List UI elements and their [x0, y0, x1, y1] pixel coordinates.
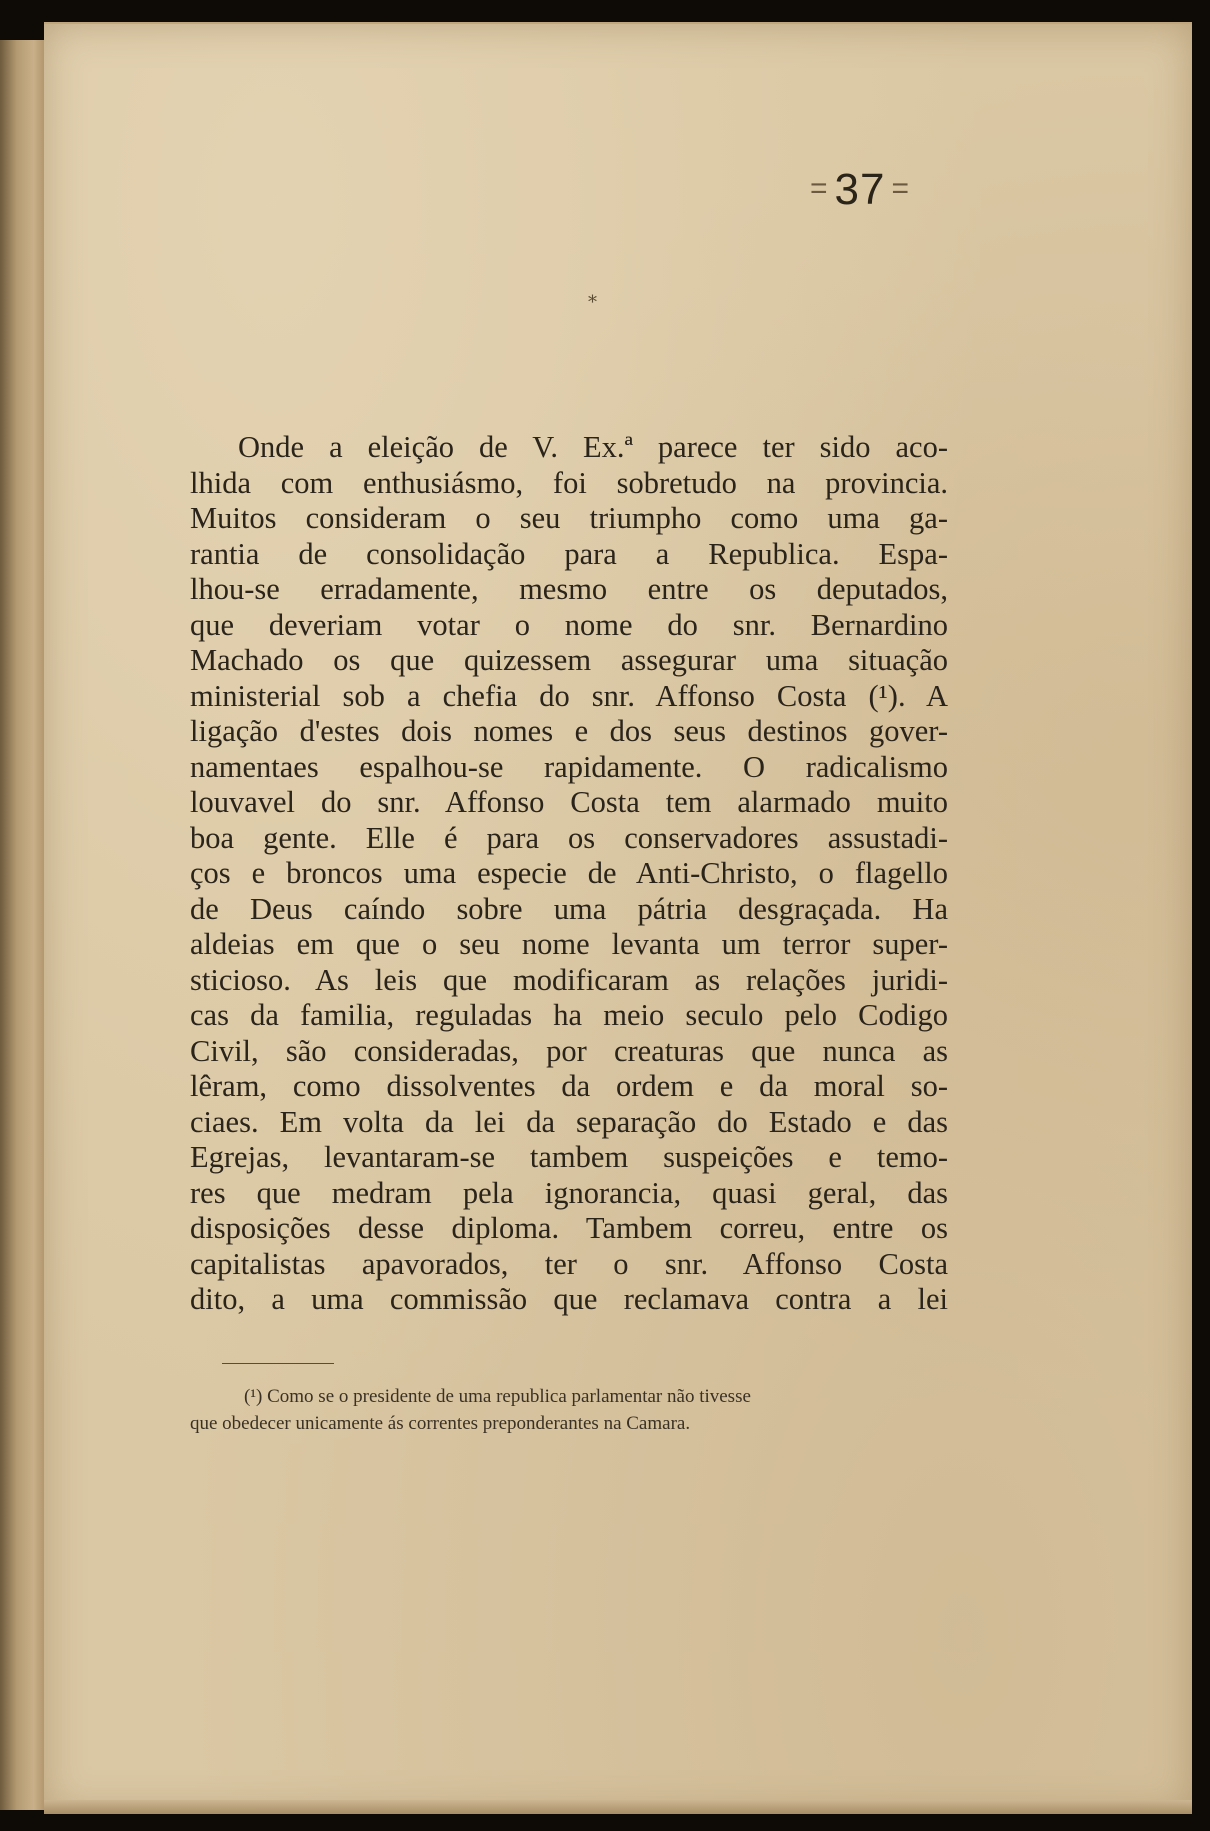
body-line: Civil, são consideradas, por creaturas que nunca as — [190, 1033, 948, 1068]
body-line: lhou-se erradamente, mesmo entre os deputados, — [190, 572, 948, 606]
body-line: disposições desse diploma. Tambem correu, entre os — [190, 1211, 948, 1245]
body-line: sticioso. As leis que modificaram as relações juridi- — [190, 962, 948, 997]
body-line: dito, a uma commissão que reclamava contra a lei — [190, 1282, 948, 1316]
footnote-line: (¹) Como se o presidente de uma republica parlamentar não tivesse — [244, 1386, 751, 1407]
body-line: namentaes espalhou-se rapidamente. O radicalismo — [190, 749, 948, 784]
body-line: de Deus caíndo sobre uma pátria desgraçada. Ha — [190, 891, 948, 926]
body-line: lêram, como dissolventes da ordem e da moral so- — [190, 1069, 948, 1103]
book-spine-edge — [0, 40, 50, 1810]
body-line: Machado os que quizessem assegurar uma situação — [190, 643, 948, 677]
body-line: boa gente. Elle é para os conservadores assustadi- — [190, 820, 948, 855]
body-line: capitalistas apavorados, ter o snr. Affonso Costa — [190, 1246, 948, 1281]
footnote-line: que obedecer unicamente ás correntes preponderantes na Camara. — [190, 1413, 691, 1434]
body-line: aldeias em que o seu nome levanta um terror super- — [190, 927, 948, 961]
body-line: Onde a eleição de V. Ex.ª parece ter sido aco- — [238, 430, 948, 464]
body-line: cas da familia, reguladas ha meio seculo pelo Codigo — [190, 998, 948, 1032]
body-line: ciaes. Em volta da lei da separação do Estado e das — [190, 1104, 948, 1139]
body-line: louvavel do snr. Affonso Costa tem alarmado muito — [190, 785, 948, 819]
body-line: Muitos consideram o seu triumpho como uma ga- — [190, 501, 948, 535]
footnote-rule — [222, 1363, 334, 1364]
body-line: que deveriam votar o nome do snr. Bernardino — [190, 607, 948, 642]
body-line: res que medram pela ignorancia, quasi geral, das — [190, 1175, 948, 1210]
footnote — [190, 1383, 950, 1437]
body-line: ços e broncos uma especie de Anti-Christo, o flagello — [190, 856, 948, 890]
body-line: rantia de consolidação para a Republica. Espa- — [190, 536, 948, 571]
page-bottom-edge — [44, 1800, 1192, 1814]
body-line: ligação d'estes dois nomes e dos seus destinos gover- — [190, 714, 948, 748]
body-line: Egrejas, levantaram-se tambem suspeições e temo- — [190, 1140, 948, 1174]
page-number-value: 37 — [834, 165, 886, 214]
body-line: lhida com enthusiásmo, foi sobretudo na provincia. — [190, 465, 948, 500]
body-line: ministerial sob a chefia do snr. Affonso Costa (¹). A — [190, 678, 948, 713]
page-number: = 37 = — [809, 165, 910, 214]
section-ornament: * — [588, 292, 597, 313]
body-paragraph — [190, 430, 948, 1318]
